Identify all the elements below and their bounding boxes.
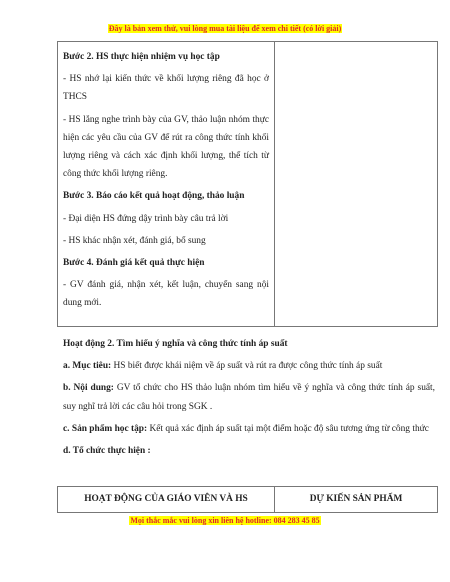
preview-banner-text: Đây là bản xem thử, vui lòng mua tài liệu để xem chi tiết (có lời giải)	[108, 24, 342, 33]
goal-paragraph	[63, 357, 435, 375]
hotline-banner-text: Mọi thắc mắc vui lòng xin liên hệ hotline: 084 283 45 85	[130, 516, 320, 525]
step4-item: - GV đánh giá, nhận xét, kết luận, chuyển sang nội dung mới.	[63, 280, 269, 309]
activity-table	[57, 41, 438, 327]
content-paragraph	[63, 379, 435, 415]
activity2-section	[63, 335, 435, 464]
column-divider	[274, 42, 275, 326]
content-label: b. Nội dung:	[63, 383, 114, 394]
header-teacher-student: HOẠT ĐỘNG CỦA GIÁO VIÊN VÀ HS	[84, 494, 248, 504]
product-text: Kết quả xác định áp suất tại một điểm hoặc độ sâu tương ứng từ công thức	[147, 423, 429, 434]
step2-item: - HS lắng nghe trình bày của GV, thảo luận nhóm thực hiện các yêu cầu của GV để rút ra công thức tính khối lượng riêng và cách xác định khối lượng, thể tích từ công thức khối lượng riêng.	[63, 114, 269, 180]
goal-text: HS biết được khái niệm về áp suất và rút ra được công thức tính áp suất	[111, 361, 383, 372]
activity2-title: Hoạt động 2. Tìm hiểu ý nghĩa và công thức tính áp suất	[63, 339, 288, 349]
step3-item: - Đại diện HS đứng dậy trình bày câu trả lời	[63, 213, 229, 224]
plan-table-header	[57, 486, 438, 513]
step2-item: - HS nhớ lại kiến thức về khối lượng riêng đã học ở THCS	[63, 74, 269, 103]
goal-label: a. Mục tiêu:	[63, 361, 112, 372]
step3-item: - HS khác nhận xét, đánh giá, bổ sung	[63, 235, 206, 246]
step4-heading: Bước 4. Đánh giá kết quả thực hiện	[63, 258, 205, 269]
step3-heading: Bước 3. Báo cáo kết quả hoạt động, thảo luận	[63, 191, 245, 202]
organize-label: d. Tổ chức thực hiện :	[63, 446, 151, 457]
step2-heading: Bước 2. HS thực hiện nhiệm vụ học tập	[63, 52, 220, 62]
teacher-student-column	[63, 48, 269, 317]
hotline-banner	[0, 516, 450, 525]
content-text: GV tổ chức cho HS thảo luận nhóm tìm hiểu về ý nghĩa và công thức tính áp suất, suy nghĩ trả lời các câu hỏi trong SGK .	[63, 383, 435, 412]
product-label: c. Sản phẩm học tập:	[63, 423, 148, 434]
preview-banner	[0, 24, 450, 33]
product-paragraph	[63, 420, 435, 438]
header-expected-product: DỰ KIẾN SẢN PHẨM	[309, 494, 403, 504]
